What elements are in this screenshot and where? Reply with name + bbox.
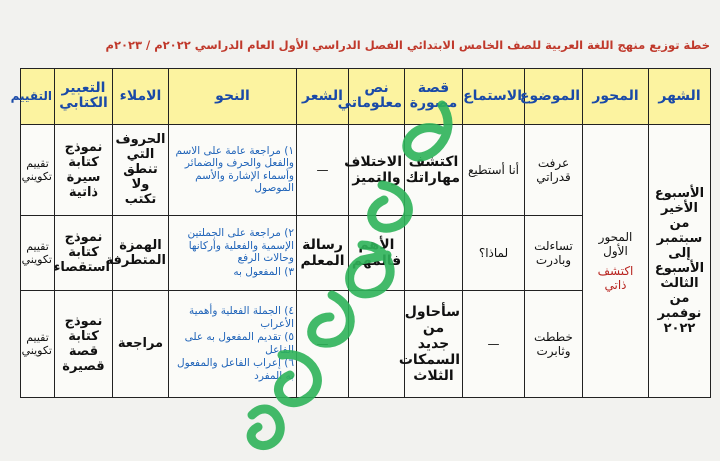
axis-cell	[583, 124, 649, 397]
grammar-cell	[169, 215, 297, 290]
header-grammar: النحو	[169, 69, 297, 125]
dictation-cell: الهمزة المتطرفة	[113, 215, 169, 290]
assessment-cell: تقييم تكويني	[21, 290, 55, 397]
header-row	[21, 69, 711, 125]
grammar-item: ٢) مراجعة على الجملتين الإسمية والفعلية وأركانها وحالات الرفع	[187, 227, 294, 265]
grammar-item: ٤) الجملة الفعلية وأهمية الأعراب	[189, 305, 294, 330]
topic-cell: تساءلت وبادرت	[525, 215, 583, 290]
assessment-cell: تقييم تكويني	[21, 124, 55, 215]
dictation-cell: مراجعة	[113, 290, 169, 397]
assessment-cell: تقييم تكويني	[21, 215, 55, 290]
header-axis: المحور	[583, 69, 649, 125]
header-poetry: الشعر	[297, 69, 349, 125]
listening-cell: —	[463, 290, 525, 397]
poetry-cell: رسالة المعلم	[297, 215, 349, 290]
topic-cell: عرفت قدراتي	[525, 124, 583, 215]
poetry-cell: —	[297, 124, 349, 215]
info-text-cell	[349, 290, 405, 397]
info-text-cell: الأهم فالمهم	[349, 215, 405, 290]
header-dictation: الاملاء	[113, 69, 169, 125]
grammar-item: ٥) تقديم المفعول به على الفاعل	[184, 331, 294, 356]
header-info-text: نص معلوماتي	[349, 69, 405, 125]
header-topic: الموضوع	[525, 69, 583, 125]
story-cell: اكتشف مهاراتك	[405, 124, 463, 215]
listening-cell: أنا أستطيع	[463, 124, 525, 215]
curriculum-table	[10, 68, 711, 398]
axis-title: المحور الأول	[598, 229, 633, 258]
grammar-item: ٣) المفعول به	[233, 265, 294, 278]
header-writing: التعبير الكتابي	[55, 69, 113, 125]
header-month: الشهر	[649, 69, 711, 125]
story-cell: سأحاول من جديد السمكات الثلاث	[405, 290, 463, 397]
grammar-item: ٦) إعراب الفاعل والمفعول به المفرد	[176, 357, 294, 382]
grammar-item: ١) مراجعة عامة على الاسم والفعل والحرف والضمائر وأسماء الإشارة والأسم الموصول	[175, 144, 294, 195]
topic-cell: خططت وثابرت	[525, 290, 583, 397]
grammar-cell	[169, 124, 297, 215]
axis-subtitle: اكتشف ذاتي	[597, 263, 634, 292]
listening-cell: لماذا؟	[463, 215, 525, 290]
writing-cell: نموذج كتابة قصة قصيرة	[55, 290, 113, 397]
writing-cell: نموذج كتابة سيرة ذاتية	[55, 124, 113, 215]
info-text-cell: الاختلاف والتميز	[349, 124, 405, 215]
story-cell	[405, 215, 463, 290]
header-listening: الاستماع	[463, 69, 525, 125]
grammar-cell	[169, 290, 297, 397]
header-story: قصة مصورة	[405, 69, 463, 125]
table-row	[21, 124, 711, 215]
header-assessment: التقييم	[21, 69, 55, 125]
writing-cell: نموذج كتابة استقصاء	[55, 215, 113, 290]
page-title: خطة توزيع منهج اللغة العربية للصف الخامس الابتدائي الفصل الدراسي الأول العام الدراسي ٢٠٢٢م / ٢٠٢٣م	[105, 38, 710, 52]
poetry-cell: —	[297, 290, 349, 397]
dictation-cell: الحروف التي تنطق ولا تكتب	[113, 124, 169, 215]
month-cell: الأسبوع الأخير من سبتمبر إلى الأسبوع الثالث من نوفمبر ٢٠٢٢	[649, 124, 711, 397]
